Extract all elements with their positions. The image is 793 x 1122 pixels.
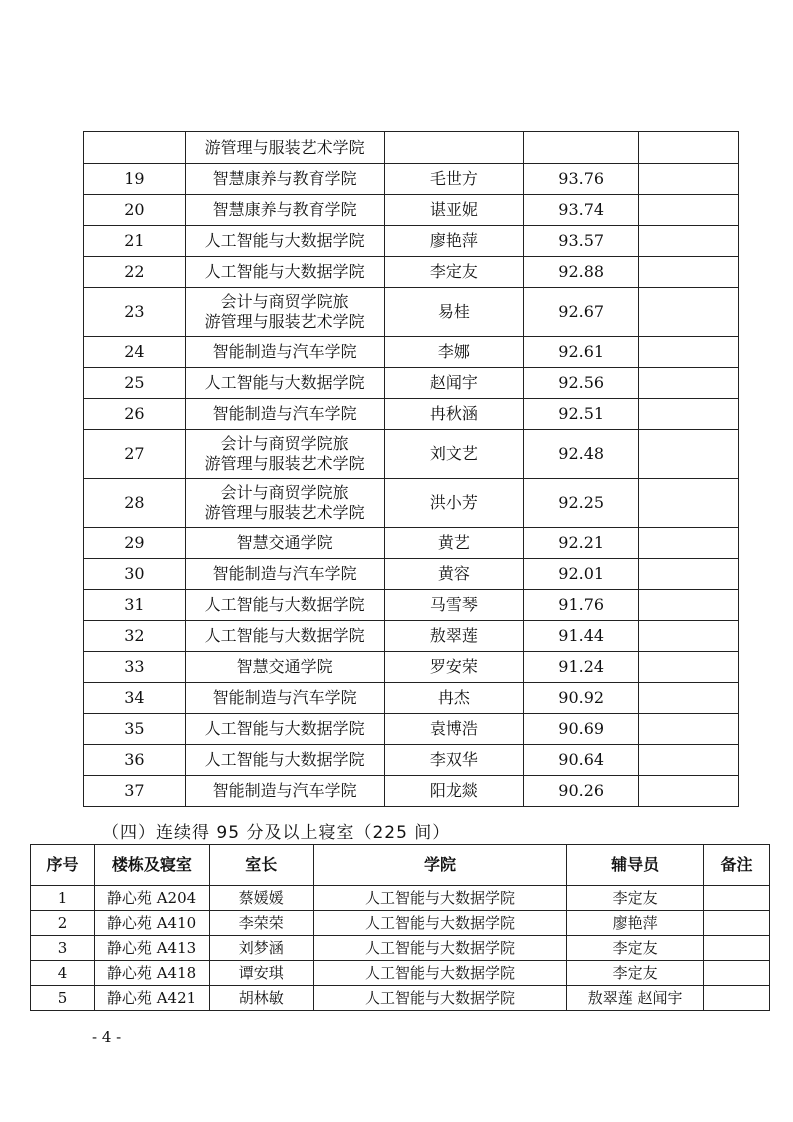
table-row	[31, 886, 770, 911]
note-cell	[639, 368, 739, 399]
college-line-1: 智慧交通学院	[236, 533, 333, 552]
college-line-1: 人工智能与大数据学院	[204, 595, 365, 614]
leader-cell: 刘梦涵	[209, 936, 313, 961]
name-cell: 冉秋涵	[384, 399, 524, 430]
ranking-table	[83, 131, 739, 807]
note-cell	[639, 559, 739, 590]
header-room: 楼栋及寝室	[94, 845, 209, 886]
table-row	[84, 399, 739, 430]
header-counselor: 辅导员	[567, 845, 704, 886]
college-line-1: 智能制造与汽车学院	[212, 342, 357, 361]
name-cell: 廖艳萍	[384, 226, 524, 257]
college-line-1: 游管理与服装艺术学院	[204, 137, 365, 157]
score-cell: 90.69	[524, 714, 639, 745]
college-cell	[185, 337, 384, 368]
counselor-cell: 李定友	[567, 886, 704, 911]
table-row	[31, 961, 770, 986]
table-row	[84, 528, 739, 559]
table-row	[84, 226, 739, 257]
college-line-2: 游管理与服装艺术学院	[204, 312, 365, 331]
no-cell: 1	[31, 886, 95, 911]
dorm-table-body	[31, 886, 770, 1011]
name-cell: 刘文艺	[384, 430, 524, 479]
college-line-1: 人工智能与大数据学院	[204, 626, 365, 645]
note-cell	[639, 776, 739, 807]
table-row	[84, 430, 739, 479]
score-cell: 93.74	[524, 195, 639, 226]
college-line-1: 会计与商贸学院旅	[220, 483, 349, 502]
score-cell	[524, 132, 639, 164]
college-line-1: 人工智能与大数据学院	[204, 750, 365, 769]
rank-cell	[84, 132, 186, 164]
section-heading: （四）连续得 95 分及以上寝室（225 间）	[102, 823, 451, 843]
rank-cell: 36	[84, 745, 186, 776]
table-row	[84, 195, 739, 226]
college-cell	[185, 164, 384, 195]
rank-cell: 28	[84, 479, 186, 528]
name-cell: 易桂	[384, 288, 524, 337]
score-cell: 91.24	[524, 652, 639, 683]
score-cell: 92.56	[524, 368, 639, 399]
score-cell: 92.01	[524, 559, 639, 590]
table-row	[84, 652, 739, 683]
score-cell: 92.48	[524, 430, 639, 479]
college-cell	[185, 430, 384, 479]
name-cell: 袁博浩	[384, 714, 524, 745]
table-row	[84, 683, 739, 714]
name-cell: 李双华	[384, 745, 524, 776]
no-cell: 5	[31, 986, 95, 1011]
name-cell: 李娜	[384, 337, 524, 368]
no-cell: 2	[31, 911, 95, 936]
header-leader: 室长	[209, 845, 313, 886]
name-cell: 罗安荣	[384, 652, 524, 683]
counselor-cell: 敖翠莲 赵闻宇	[567, 986, 704, 1011]
note-cell	[639, 621, 739, 652]
note-cell	[639, 745, 739, 776]
name-cell: 赵闻宇	[384, 368, 524, 399]
table-row	[84, 337, 739, 368]
counselor-cell: 李定友	[567, 936, 704, 961]
rank-cell: 23	[84, 288, 186, 337]
table-row	[31, 936, 770, 961]
college-cell	[185, 479, 384, 528]
note-cell	[639, 399, 739, 430]
room-cell: 静心苑 A410	[94, 911, 209, 936]
name-cell	[384, 132, 524, 164]
college-cell: 人工智能与大数据学院	[313, 886, 567, 911]
college-cell	[185, 776, 384, 807]
college-line-1: 会计与商贸学院旅	[220, 292, 349, 311]
college-cell	[185, 745, 384, 776]
college-cell	[185, 559, 384, 590]
rank-cell: 34	[84, 683, 186, 714]
college-cell: 人工智能与大数据学院	[313, 986, 567, 1011]
score-cell: 92.51	[524, 399, 639, 430]
college-line-2: 游管理与服装艺术学院	[204, 454, 365, 473]
room-cell: 静心苑 A421	[94, 986, 209, 1011]
note-cell	[639, 257, 739, 288]
college-line-1: 智能制造与汽车学院	[212, 688, 357, 707]
table-row	[84, 745, 739, 776]
room-cell: 静心苑 A418	[94, 961, 209, 986]
rank-cell: 33	[84, 652, 186, 683]
score-cell: 90.92	[524, 683, 639, 714]
note-cell	[639, 683, 739, 714]
rank-cell: 20	[84, 195, 186, 226]
rank-cell: 37	[84, 776, 186, 807]
table-row	[84, 621, 739, 652]
college-line-1: 智慧康养与教育学院	[212, 200, 357, 219]
college-line-1: 人工智能与大数据学院	[204, 719, 365, 738]
college-line-1: 会计与商贸学院旅	[220, 434, 349, 453]
college-cell	[185, 528, 384, 559]
college-line-1: 人工智能与大数据学院	[204, 262, 365, 281]
college-cell	[185, 368, 384, 399]
score-cell: 91.76	[524, 590, 639, 621]
college-line-2: 游管理与服装艺术学院	[204, 503, 365, 522]
name-cell: 冉杰	[384, 683, 524, 714]
college-cell	[185, 621, 384, 652]
college-cell	[185, 590, 384, 621]
score-cell: 90.64	[524, 745, 639, 776]
college-line-1: 智能制造与汽车学院	[212, 404, 357, 423]
name-cell: 黄容	[384, 559, 524, 590]
table-row	[84, 776, 739, 807]
name-cell: 马雪琴	[384, 590, 524, 621]
header-note: 备注	[704, 845, 770, 886]
name-cell: 洪小芳	[384, 479, 524, 528]
name-cell: 李定友	[384, 257, 524, 288]
score-cell: 93.76	[524, 164, 639, 195]
college-line-1: 智能制造与汽车学院	[212, 781, 357, 800]
table-row	[84, 714, 739, 745]
rank-cell: 27	[84, 430, 186, 479]
college-cell	[185, 288, 384, 337]
note-cell	[704, 986, 770, 1011]
college-cell	[185, 652, 384, 683]
table-row	[84, 288, 739, 337]
dorm-table	[30, 844, 770, 1011]
table-row	[84, 132, 739, 164]
note-cell	[704, 936, 770, 961]
table-row	[84, 590, 739, 621]
college-cell	[185, 257, 384, 288]
header-college: 学院	[313, 845, 567, 886]
note-cell	[639, 337, 739, 368]
name-cell: 毛世方	[384, 164, 524, 195]
note-cell	[639, 479, 739, 528]
ranking-table-body	[84, 132, 739, 807]
rank-cell: 22	[84, 257, 186, 288]
college-cell: 人工智能与大数据学院	[313, 911, 567, 936]
counselor-cell: 李定友	[567, 961, 704, 986]
score-cell: 92.88	[524, 257, 639, 288]
no-cell: 4	[31, 961, 95, 986]
note-cell	[704, 886, 770, 911]
rank-cell: 25	[84, 368, 186, 399]
leader-cell: 李荣荣	[209, 911, 313, 936]
college-cell	[185, 226, 384, 257]
note-cell	[639, 652, 739, 683]
score-cell: 92.67	[524, 288, 639, 337]
table-row	[84, 479, 739, 528]
table-row	[84, 257, 739, 288]
table-row	[84, 164, 739, 195]
rank-cell: 26	[84, 399, 186, 430]
college-line-1: 智慧交通学院	[236, 657, 333, 676]
college-cell	[185, 195, 384, 226]
score-cell: 92.61	[524, 337, 639, 368]
college-cell	[185, 399, 384, 430]
rank-cell: 24	[84, 337, 186, 368]
college-line-1: 智能制造与汽车学院	[212, 564, 357, 583]
leader-cell: 胡林敏	[209, 986, 313, 1011]
table-row	[84, 368, 739, 399]
note-cell	[639, 430, 739, 479]
counselor-cell: 廖艳萍	[567, 911, 704, 936]
note-cell	[639, 528, 739, 559]
college-line-1: 智慧康养与教育学院	[212, 169, 357, 188]
dorm-table-header-row	[31, 845, 770, 886]
rank-cell: 30	[84, 559, 186, 590]
note-cell	[639, 288, 739, 337]
name-cell: 谌亚妮	[384, 195, 524, 226]
note-cell	[639, 714, 739, 745]
header-no: 序号	[31, 845, 95, 886]
rank-cell: 31	[84, 590, 186, 621]
college-cell	[185, 132, 384, 164]
rank-cell: 19	[84, 164, 186, 195]
college-cell: 人工智能与大数据学院	[313, 936, 567, 961]
note-cell	[639, 226, 739, 257]
name-cell: 黄艺	[384, 528, 524, 559]
note-cell	[639, 195, 739, 226]
leader-cell: 蔡媛媛	[209, 886, 313, 911]
table-row	[84, 559, 739, 590]
college-cell	[185, 714, 384, 745]
score-cell: 93.57	[524, 226, 639, 257]
note-cell	[639, 132, 739, 164]
note-cell	[639, 164, 739, 195]
score-cell: 92.21	[524, 528, 639, 559]
rank-cell: 21	[84, 226, 186, 257]
name-cell: 敖翠莲	[384, 621, 524, 652]
table-row	[31, 911, 770, 936]
note-cell	[704, 961, 770, 986]
note-cell	[704, 911, 770, 936]
rank-cell: 29	[84, 528, 186, 559]
score-cell: 90.26	[524, 776, 639, 807]
room-cell: 静心苑 A413	[94, 936, 209, 961]
leader-cell: 谭安琪	[209, 961, 313, 986]
room-cell: 静心苑 A204	[94, 886, 209, 911]
rank-cell: 32	[84, 621, 186, 652]
college-line-1: 人工智能与大数据学院	[204, 373, 365, 392]
rank-cell: 35	[84, 714, 186, 745]
no-cell: 3	[31, 936, 95, 961]
note-cell	[639, 590, 739, 621]
score-cell: 92.25	[524, 479, 639, 528]
college-cell	[185, 683, 384, 714]
name-cell: 阳龙燚	[384, 776, 524, 807]
page-number: - 4 -	[92, 1028, 122, 1046]
college-line-1: 人工智能与大数据学院	[204, 231, 365, 250]
score-cell: 91.44	[524, 621, 639, 652]
table-row	[31, 986, 770, 1011]
college-cell: 人工智能与大数据学院	[313, 961, 567, 986]
